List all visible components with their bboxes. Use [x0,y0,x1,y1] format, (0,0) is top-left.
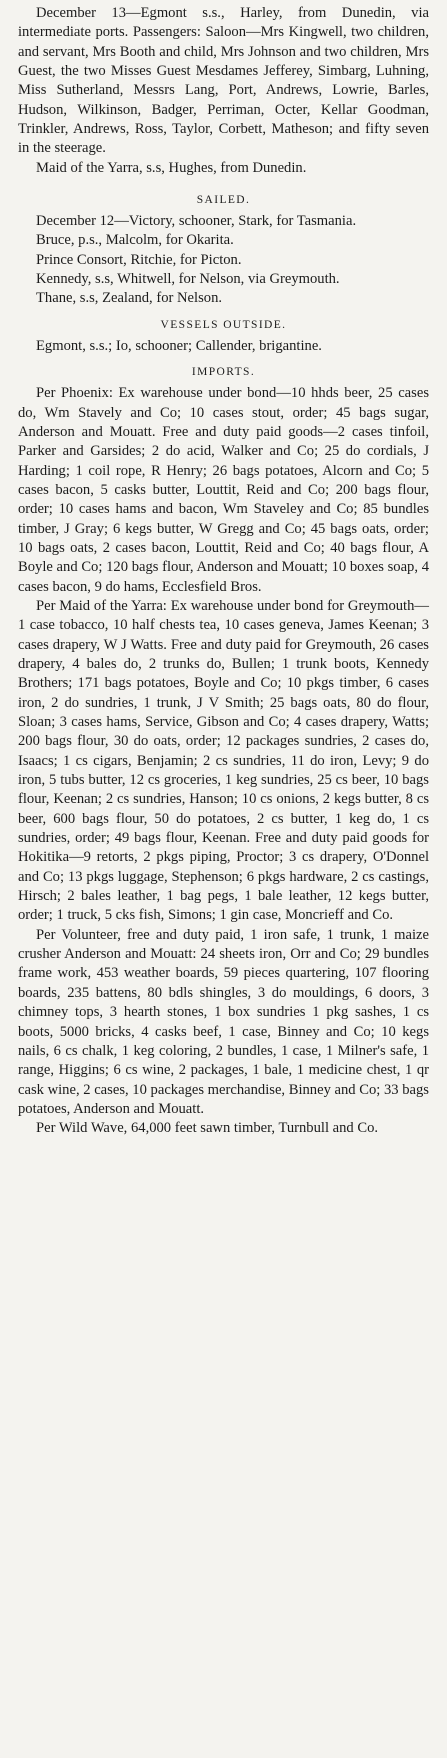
imports-paragraph: Per Maid of the Yarra: Ex warehouse under bond for Greymouth—1 case tobacco, 10 half chests tea, 10 cases geneva, James Keenan; 3 cases drapery, W J Watts. Free and duty paid for Greymouth, 26 cases drapery, 4 bales do, 2 trunks do, Bullen; 1 trunk boots, Kennedy Brothers; 171 bags potatoes, Boyle and Co; 10 pkgs timber, 6 cases iron, 2 do sundries, 1 trunk, J V Smith; 25 bags oats, 80 do flour, Sloan; 3 cases hams, Service, Gibson and Co; 4 cases drapery, Watts; 200 bags flour, 30 do oats, order; 12 packages sundries, 2 cases do, Isaacs; 1 cs cigars, Benjamin; 2 cs sundries, 11 do iron, Levy; 9 do iron, 5 tubs butter, 12 cs groceries, 1 keg sundries, 25 cs beer, 10 bags flour, Keenan; 2 cs sundries, Hanson; 10 cs onions, 2 kegs butter, 8 cs beer, 600 bags flour, 50 do potatoes, 2 cs butter, 1 keg do, 1 cs sundries, order; 49 bags flour, Keenan. Free and duty paid goods for Hokitika—9 retorts, 2 pkgs piping, Proctor; 3 cs drapery, O'Donnel and Co; 13 pkgs luggage, Stephenson; 6 pkgs hardware, 2 cs castings, Hirsch; 2 bales leather, 1 bag pegs, 1 bale leather, 12 kegs butter, order; 1 truck, 5 cks fish, Simons; 1 gin case, Moncrieff and Co. [18,597,429,924]
sailed-paragraph: December 12—Victory, schooner, Stark, for Tasmania. [36,213,357,230]
sailed-paragraph: Thane, s.s, Zealand, for Nelson. [36,290,223,307]
section-heading-vessels-outside: VESSELS OUTSIDE. [160,318,287,331]
section-heading-sailed: SAILED. [196,194,251,207]
imports-paragraph: Per Volunteer, free and duty paid, 1 iron safe, 1 trunk, 1 maize crusher Anderson and Mouatt: 24 sheets iron, Orr and Co; 29 bundles frame work, 453 weather boards, 59 pieces quartering, 107 flooring boards, 235 battens, 80 bdls shingles, 3 do mouldings, 6 doors, 3 chimney tops, 3 hearth stones, 1 box sundries 1 pkg sashes, 1 cs boots, 5000 bricks, 4 casks beef, 1 case, Binney and Co; 10 kegs nails, 6 cs chalk, 1 keg coloring, 2 bundles, 1 case, 1 Milner's safe, 1 range, Higgins; 6 cs wine, 2 packages, 1 bale, 1 medicine chest, 1 qr cask wine, 2 cases, 10 packages merchandise, Binney and Co; 33 bags potatoes, Anderson and Mouatt. [18,926,429,1117]
arrival-paragraph: December 13—Egmont s.s., Harley, from Dunedin, via intermediate ports. Passengers: Saloon—Mrs Kingwell, two children, and servant, Mrs Booth and child, Mrs Johnson and two children, Mrs Guest, the two Misses Guest Mesdames Jefferey, Simbarg, Luhning, Miss Sutherland, Messrs Lang, Port, Andrews, Lowrie, Barles, Hudson, Wilkinson, Badger, Perriman, Octer, Kellar Goodman, Trinkler, Andrews, Ross, Taylor, Corbett, Matheson; and fifty seven in the steerage. [18,5,429,157]
section-heading-imports: IMPORTS. [191,366,256,379]
shipping-column [18,0,429,1139]
imports-paragraph: Per Wild Wave, 64,000 feet sawn timber, Turnbull and Co. [36,1120,379,1137]
sailed-paragraph: Bruce, p.s., Malcolm, for Okarita. [36,232,234,249]
sailed-paragraph: Kennedy, s.s, Whitwell, for Nelson, via Greymouth. [36,271,340,288]
outside-paragraph: Egmont, s.s.; Io, schooner; Callender, brigantine. [36,337,322,354]
arrival-paragraph: Maid of the Yarra, s.s, Hughes, from Dunedin. [36,159,307,176]
sailed-paragraph: Prince Consort, Ritchie, for Picton. [36,251,242,268]
imports-paragraph: Per Phoenix: Ex warehouse under bond—10 hhds beer, 25 cases do, Wm Stavely and Co; 10 cases stout, order; 45 bags sugar, Anderson and Mouatt. Free and duty paid goods—2 cases tinfoil, Parker and Garsides; 2 do acid, Walker and Co; 25 do cordials, J Harding; 1 coil rope, R Henry; 26 bags potatoes, Alcorn and Co; 5 cases bacon, 5 casks butter, Louttit, Reid and Co; 200 bags flour, order; 10 cases hams and bacon, Wm Staveley and Co; 85 bundles timber, J Gray; 6 kegs butter, W Gregg and Co; 45 bags oats, order; 10 bags oats, 2 cases bacon, Louttit, Reid and Co; 40 bags flour, A Boyle and Co; 120 bags flour, Anderson and Mouatt; 10 boxes soap, 4 cases bacon, 9 do hams, Ecclesfield Bros. [18,385,429,595]
